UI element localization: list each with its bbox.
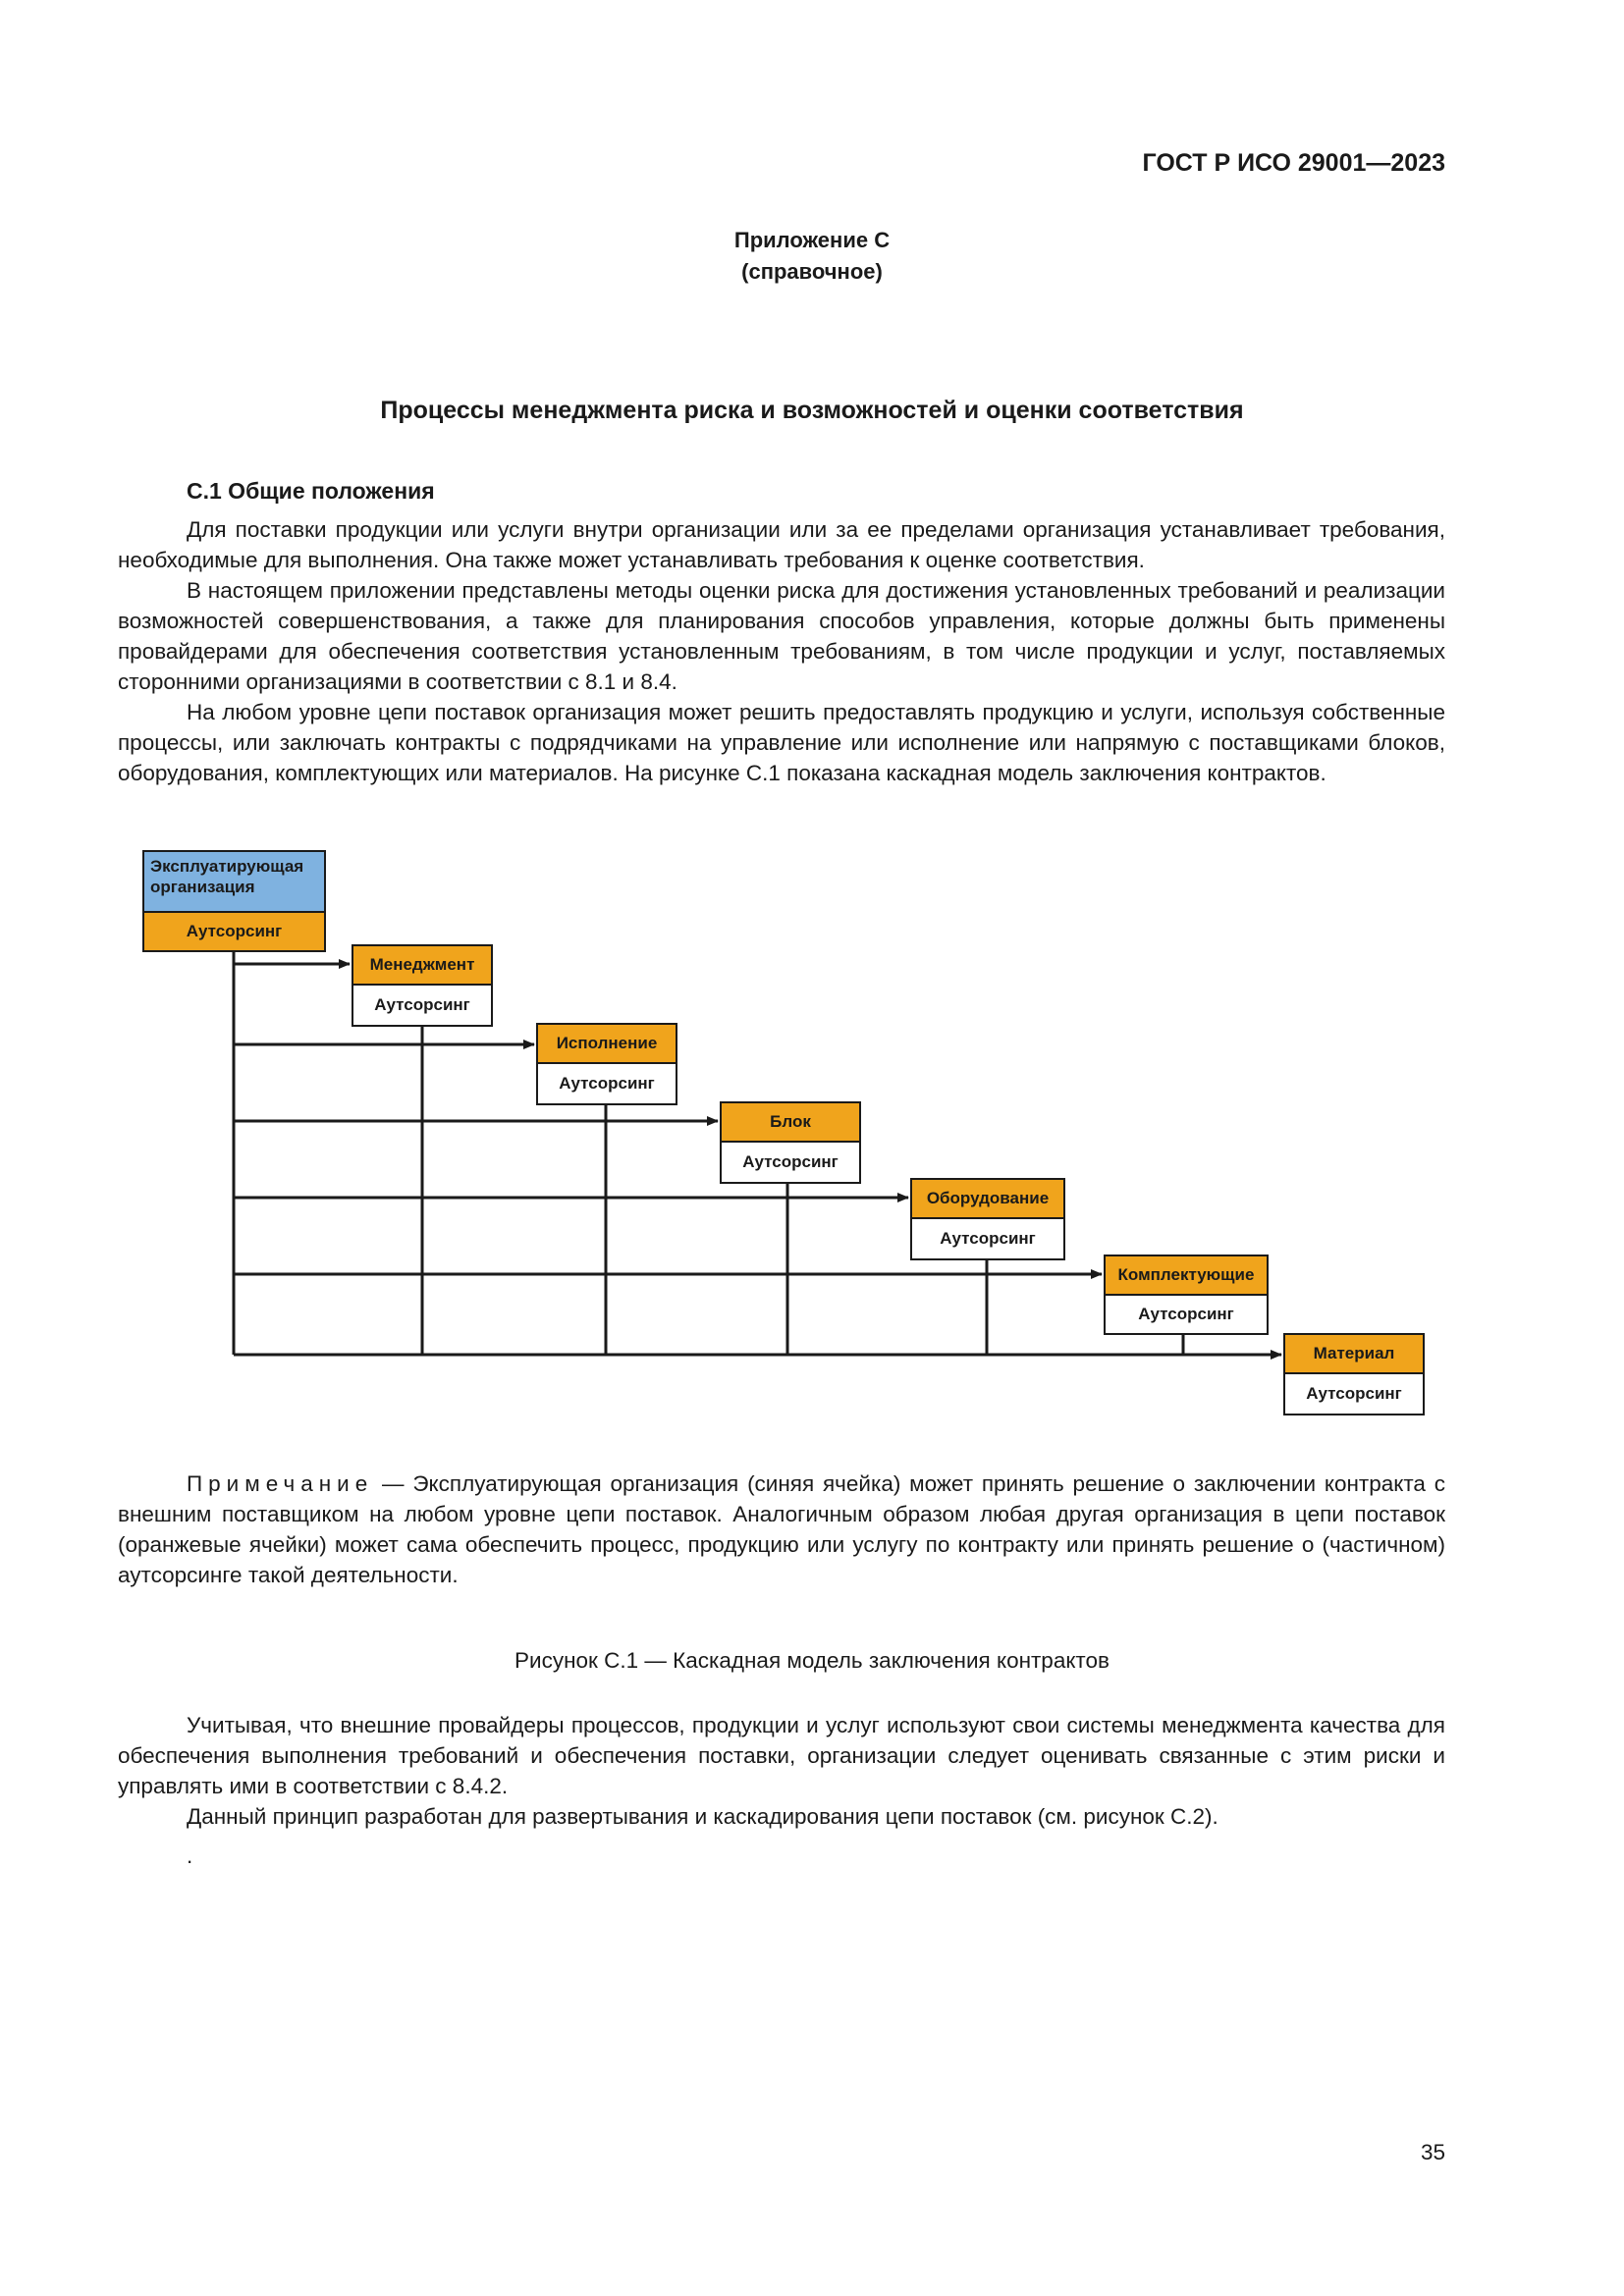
document-code: ГОСТ Р ИСО 29001—2023	[1142, 149, 1445, 177]
outsourcing-cell: Аутсорсинг	[538, 1062, 676, 1103]
outsourcing-cell: Аутсорсинг	[722, 1141, 859, 1182]
figure-caption: Рисунок С.1 — Каскадная модель заключения контрактов	[514, 1648, 1110, 1673]
outsourcing-cell: Аутсорсинг	[353, 984, 491, 1025]
page-number: 35	[1420, 2140, 1445, 2164]
level-label: Исполнение	[538, 1025, 676, 1062]
paragraph: Для поставки продукции или услуги внутри организации или за ее пределами организация устанавливает требования, необходимые для выполнения. Она также может устанавливать требования к оценке соответствия.	[118, 517, 1445, 572]
paragraph: В настоящем приложении представлены методы оценки риска для достижения установленных требований и реализации возможностей совершенствования, а также для планирования способов управления, которые должны быть применены провайдерами для обеспечения соответствия установленным требованиям, в том числе продукции и услуг, поставляемых сторонними организациями в соответствии с 8.1 и 8.4.	[118, 578, 1445, 694]
figure-note	[118, 1468, 1445, 1590]
note-paragraph	[118, 1468, 1445, 1590]
operator-cell: Эксплуатирующая организация	[144, 852, 324, 911]
level-label: Менеджмент	[353, 946, 491, 984]
level-label: Блок	[722, 1103, 859, 1141]
trailing-mark: .	[187, 1843, 193, 1868]
level-box-equipment	[910, 1178, 1065, 1260]
outsourcing-cell: Аутсорсинг	[144, 911, 324, 950]
paragraph: На любом уровне цепи поставок организация может решить предоставлять продукцию и услуги, используя собственные процессы, или заключать контракты с подрядчиками на управление или исполнение или напрямую с поставщиками блоков, оборудования, комплектующих или материалов. На рисунке С.1 показана каскадная модель заключения контрактов.	[118, 700, 1445, 785]
level-box-execution	[536, 1023, 677, 1105]
note-lead: Примечание	[187, 1471, 374, 1496]
level-box-block	[720, 1101, 861, 1184]
level-label: Материал	[1285, 1335, 1423, 1372]
paragraph: Данный принцип разработан для развертывания и каскадирования цепи поставок (см. рисунок С.2).	[187, 1804, 1218, 1829]
outsourcing-cell: Аутсорсинг	[1106, 1294, 1267, 1333]
level-box-management	[352, 944, 493, 1027]
closing-text	[118, 1710, 1445, 1832]
section-title: Процессы менеджмента риска и возможностей и оценки соответствия	[380, 397, 1244, 424]
level-box-components	[1104, 1255, 1269, 1335]
operator-organization-box	[142, 850, 326, 952]
level-label: Комплектующие	[1106, 1256, 1267, 1294]
outsourcing-cell: Аутсорсинг	[912, 1217, 1063, 1258]
paragraph: Учитывая, что внешние провайдеры процессов, продукции и услуг используют свои системы менеджмента качества для обеспечения выполнения требований и обеспечения поставки, организации следует оценивать связанные с этим риски и управлять ими в соответствии с 8.4.2.	[118, 1713, 1445, 1798]
subsection-title: С.1 Общие положения	[187, 478, 435, 504]
appendix-subtitle: (справочное)	[741, 259, 883, 284]
outsourcing-cell: Аутсорсинг	[1285, 1372, 1423, 1414]
level-label: Оборудование	[912, 1180, 1063, 1217]
level-box-material	[1283, 1333, 1425, 1415]
appendix-title: Приложение С	[733, 228, 891, 252]
note-text: — Эксплуатирующая организация (синяя ячейка) может принять решение о заключении контракта с внешним поставщиком на любом уровне цепи поставок. Аналогичным образом любая другая организация в цепи поставок (оранжевые ячейки) может сама обеспечить процесс, продукцию или услугу по контракту или принять решение о (частичном) аутсорсинге такой деятельности.	[118, 1471, 1445, 1587]
